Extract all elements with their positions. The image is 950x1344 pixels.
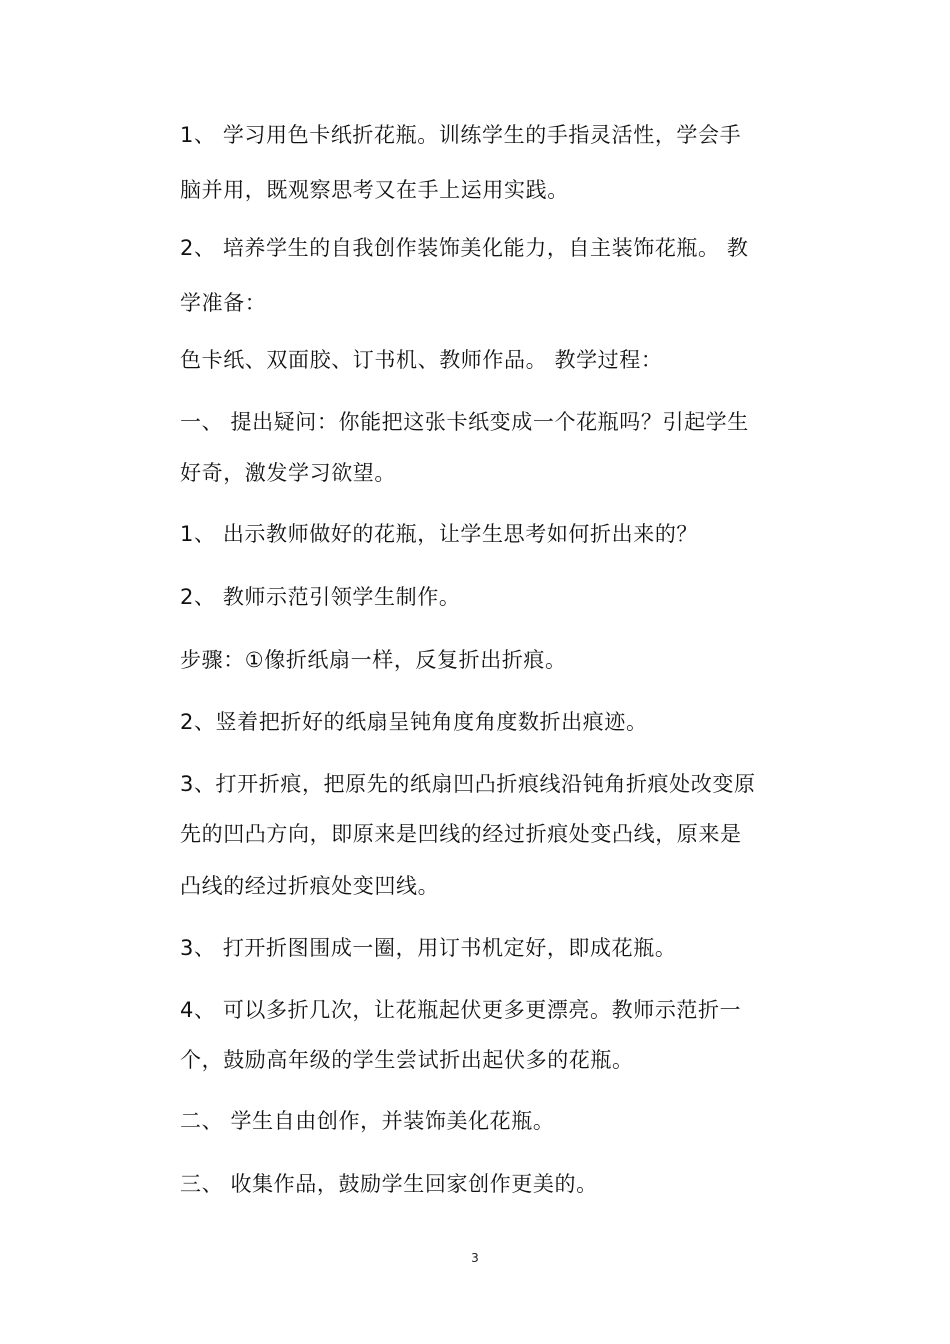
text-line: 3、 打开折图围成一圈，用订书机定好，即成花瓶。 xyxy=(180,936,677,960)
text-line: 一、 提出疑问：你能把这张卡纸变成一个花瓶吗？引起学生 xyxy=(180,410,749,434)
text-line: 学准备： xyxy=(180,291,267,315)
text-line: 凸线的经过折痕处变凹线。 xyxy=(180,874,440,898)
text-line: 2、竖着把折好的纸扇呈钝角度角度数折出痕迹。 xyxy=(180,710,648,734)
text-line: 1、 出示教师做好的花瓶，让学生思考如何折出来的？ xyxy=(180,522,699,546)
text-line: 个，鼓励高年级的学生尝试折出起伏多的花瓶。 xyxy=(180,1048,634,1072)
text-line: 脑并用，既观察思考又在手上运用实践。 xyxy=(180,178,569,202)
text-line: 色卡纸、双面胶、订书机、教师作品。 教学过程： xyxy=(180,348,663,372)
text-line: 1、 学习用色卡纸折花瓶。训练学生的手指灵活性，学会手 xyxy=(180,123,742,147)
text-line: 好奇，激发学习欲望。 xyxy=(180,461,396,485)
text-line: 步骤：①像折纸扇一样，反复折出折痕。 xyxy=(180,648,567,672)
text-line: 3、打开折痕，把原先的纸扇凹凸折痕线沿钝角折痕处改变原 xyxy=(180,772,756,796)
text-line: 先的凹凸方向，即原来是凹线的经过折痕处变凸线，原来是 xyxy=(180,822,742,846)
text-line: 三、 收集作品，鼓励学生回家创作更美的。 xyxy=(180,1172,598,1196)
page-number: 3 xyxy=(471,1251,479,1265)
text-line: 4、 可以多折几次，让花瓶起伏更多更漂亮。教师示范折一 xyxy=(180,998,742,1022)
text-line: 2、 培养学生的自我创作装饰美化能力，自主装饰花瓶。 教 xyxy=(180,236,749,260)
text-line: 2、 教师示范引领学生制作。 xyxy=(180,585,461,609)
text-line: 二、 学生自由创作，并装饰美化花瓶。 xyxy=(180,1109,555,1133)
